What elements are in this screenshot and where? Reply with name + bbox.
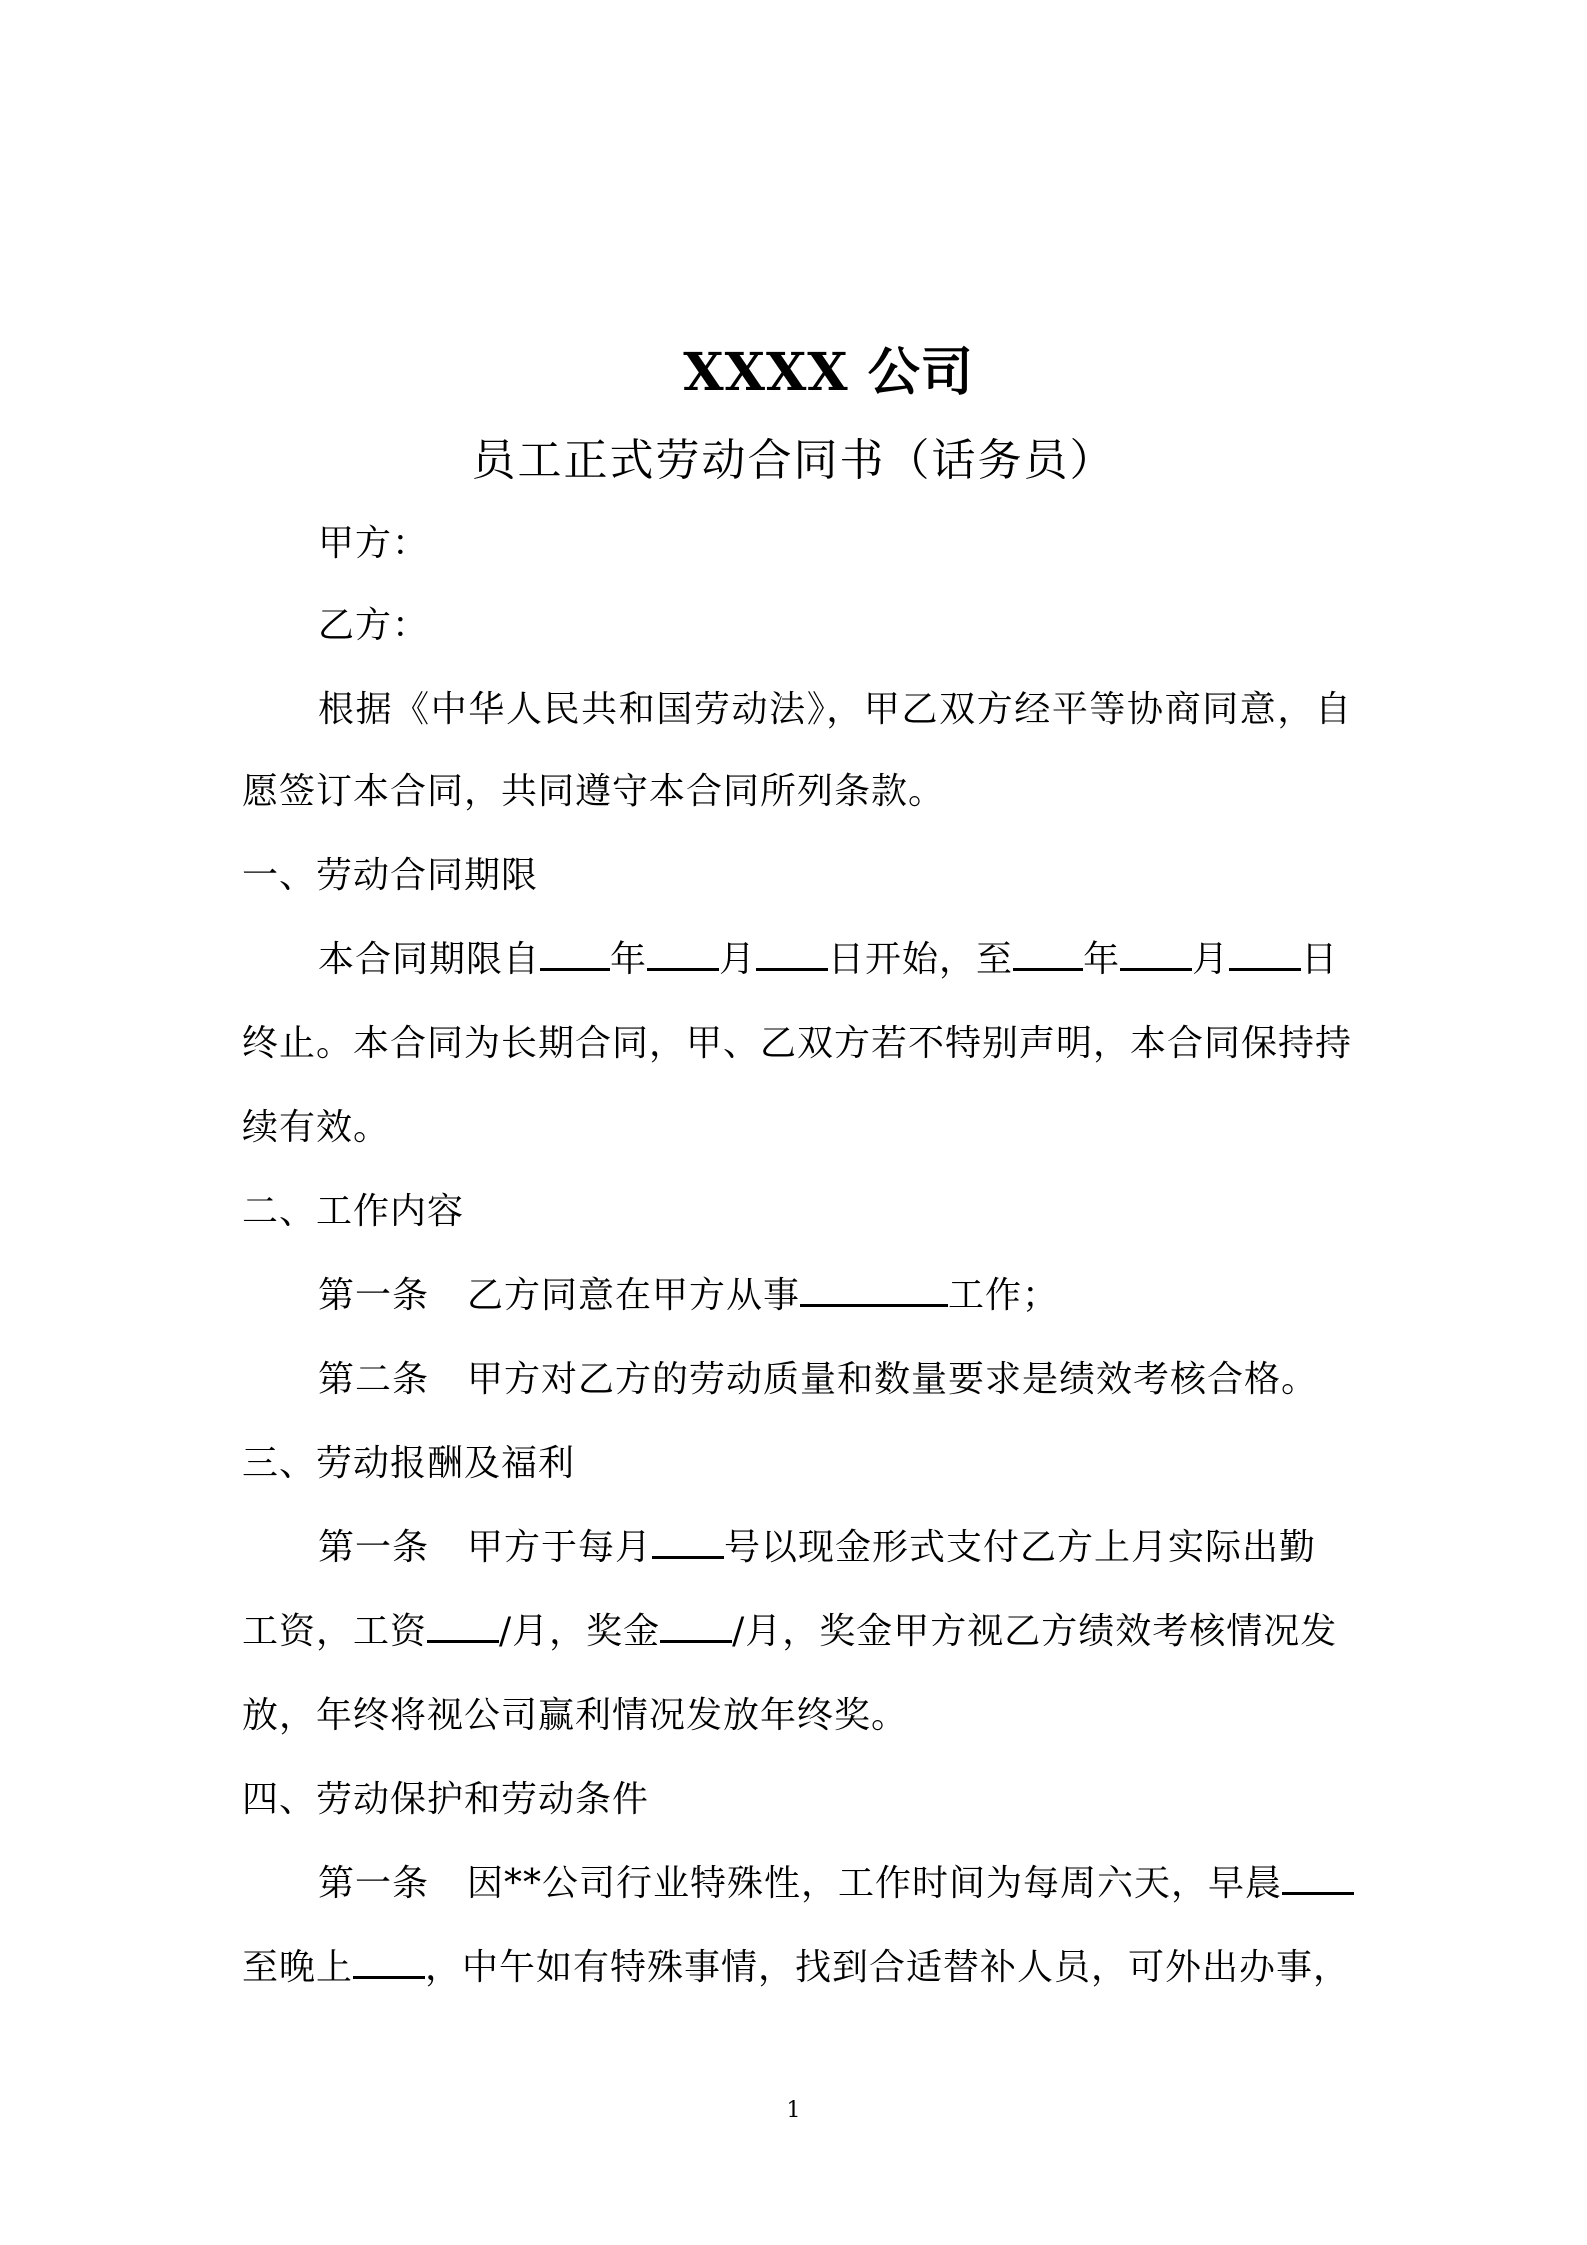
page-number: 1	[786, 2098, 801, 2123]
salary-blank	[427, 1604, 499, 1643]
clause-text: ，中午如有特殊事情，找到合适替补人员，可外出办事，	[425, 1947, 1351, 1988]
section-4-clause-1-line-1	[318, 1856, 1428, 1912]
end-year-blank	[1013, 932, 1083, 971]
clause-text: 号以现金形式支付乙方上月实际出勤	[724, 1527, 1317, 1568]
section-4-clause-1-line-2	[242, 1940, 1352, 1996]
party-a-label: 甲方：	[318, 523, 430, 564]
term-text: 月	[1192, 939, 1230, 980]
clause-label: 第二条	[318, 1359, 430, 1400]
start-month-blank	[647, 932, 719, 971]
start-year-blank	[540, 932, 610, 971]
clause-text: 工作；	[948, 1275, 1060, 1316]
term-text: 年	[610, 939, 648, 980]
term-text: 日开始，至	[828, 939, 1014, 980]
bonus-blank	[660, 1604, 732, 1643]
end-month-blank	[1120, 932, 1192, 971]
company-title: XXXX 公司	[683, 342, 974, 403]
clause-text: 因**公司行业特殊性，工作时间为每周六天，早晨	[467, 1863, 1283, 1904]
clause-text: 乙方同意在甲方从事	[467, 1275, 801, 1316]
end-time-blank	[353, 1940, 425, 1979]
party-b-label: 乙方：	[318, 605, 430, 646]
section-2-heading: 二、工作内容	[242, 1191, 465, 1232]
start-day-blank	[756, 932, 828, 971]
section-3-clause-1-line-1	[318, 1520, 1428, 1576]
end-day-blank	[1229, 932, 1301, 971]
section-3-clause-1-line-3: 放，年终将视公司赢利情况发放年终奖。	[242, 1695, 909, 1736]
clause-text: 工资，工资	[242, 1611, 428, 1652]
contract-title: 员工正式劳动合同书（话务员）	[471, 435, 1116, 486]
term-text: 年	[1083, 939, 1121, 980]
section-1-line-3: 续有效。	[242, 1107, 391, 1148]
pay-day-blank	[652, 1520, 724, 1559]
clause-label: 第一条	[318, 1863, 430, 1904]
clause-text: 甲方于每月	[467, 1527, 653, 1568]
section-2-clause-1	[318, 1268, 1428, 1324]
section-3-clause-1-line-2	[242, 1604, 1352, 1660]
job-title-blank	[800, 1268, 948, 1307]
section-1-heading: 一、劳动合同期限	[242, 855, 539, 896]
section-1-line-2: 终止。本合同为长期合同，甲、乙双方若不特别声明，本合同保持持	[242, 1023, 1353, 1064]
clause-text: 甲方对乙方的劳动质量和数量要求是绩效考核合格。	[467, 1359, 1319, 1400]
section-3-heading: 三、劳动报酬及福利	[242, 1443, 576, 1484]
contract-term-line	[318, 932, 1428, 988]
term-text: 月	[719, 939, 757, 980]
clause-label: 第一条	[318, 1527, 430, 1568]
term-text: 日	[1301, 939, 1339, 980]
clause-label: 第一条	[318, 1275, 430, 1316]
intro-line-2: 愿签订本合同，共同遵守本合同所列条款。	[242, 771, 946, 812]
clause-text: /月，奖金	[499, 1611, 661, 1652]
start-time-blank	[1282, 1856, 1354, 1895]
clause-text: /月，奖金甲方视乙方绩效考核情况发	[732, 1611, 1338, 1652]
section-2-clause-2	[318, 1352, 1428, 1408]
clause-text: 至晚上	[242, 1947, 354, 1988]
section-4-heading: 四、劳动保护和劳动条件	[242, 1779, 650, 1820]
term-text: 本合同期限自	[318, 939, 541, 980]
intro-line-1: 根据《中华人民共和国劳动法》，甲乙双方经平等协商同意，自	[318, 689, 1352, 730]
